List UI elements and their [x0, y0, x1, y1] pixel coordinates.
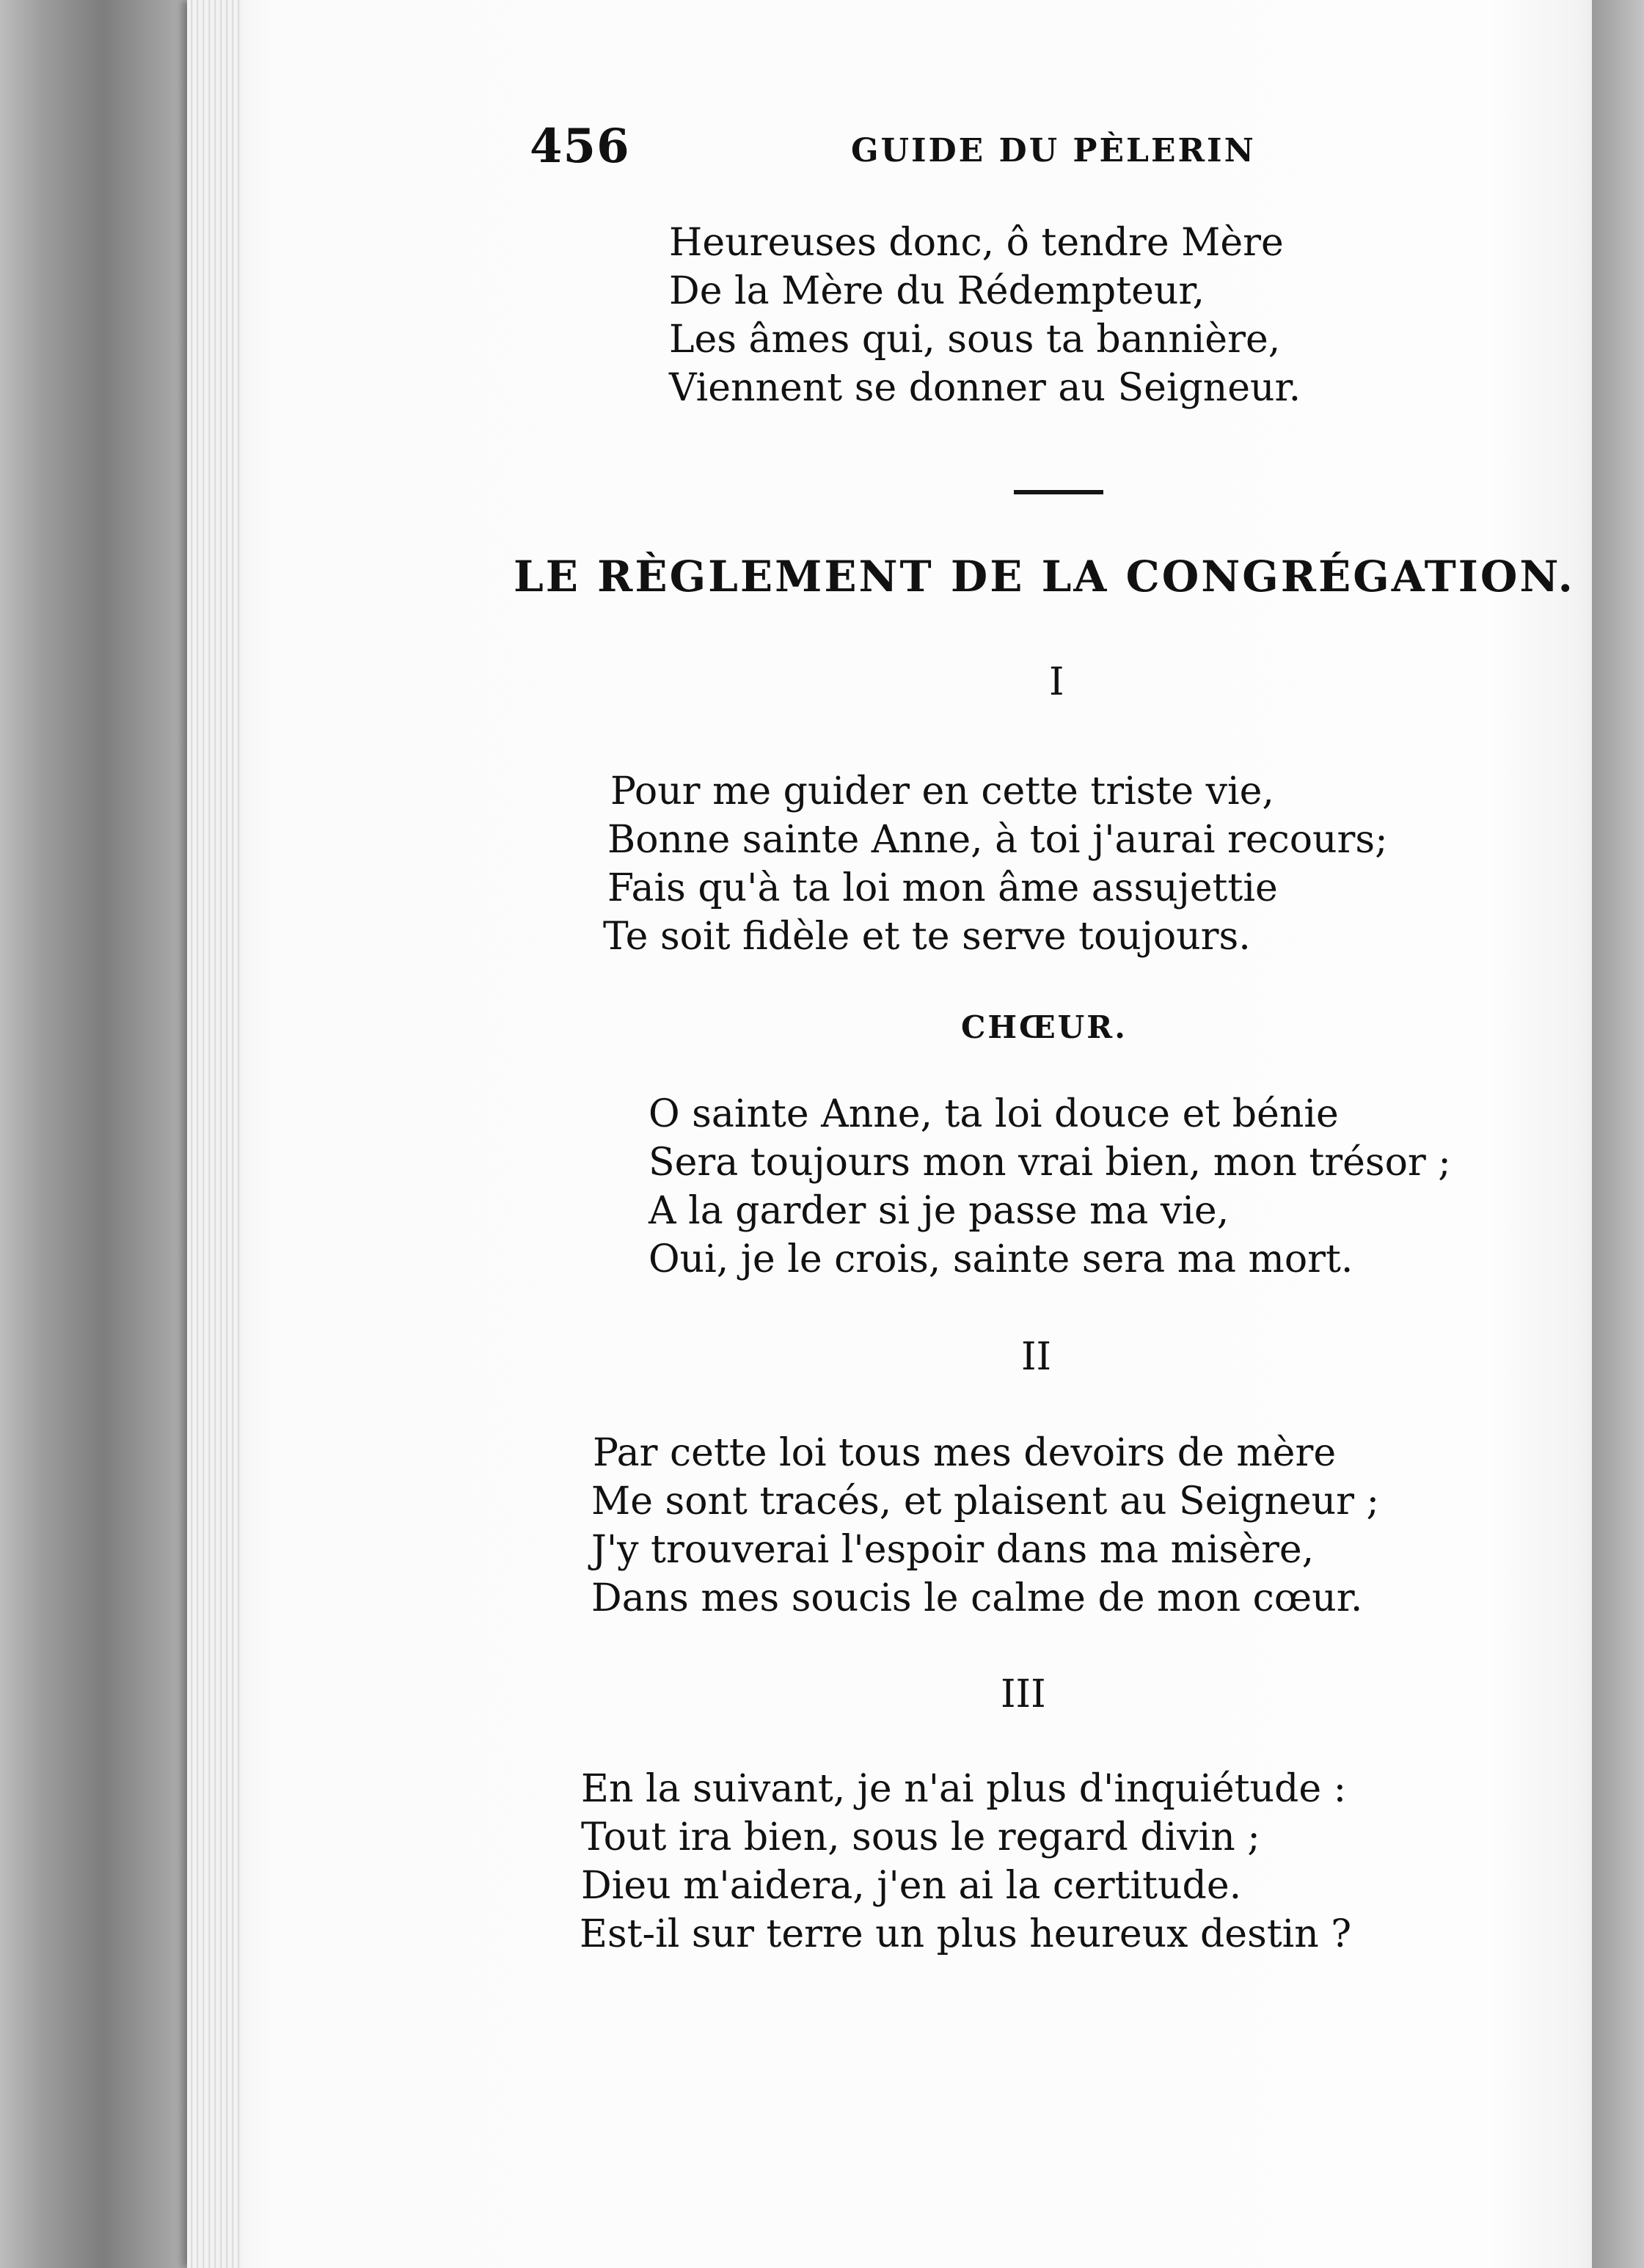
chorus-line: Oui, je le crois, sainte sera ma mort.	[649, 1237, 1353, 1281]
section-title: LE RÈGLEMENT DE LA CONGRÉGATION.	[514, 552, 1575, 601]
opening-line: Heureuses donc, ô tendre Mère	[669, 221, 1284, 265]
opening-line: Viennent se donner au Seigneur.	[669, 366, 1301, 410]
verse-line: J'y trouverai l'espoir dans ma misère,	[591, 1528, 1315, 1572]
chorus-line: O sainte Anne, ta loi douce et bénie	[649, 1092, 1339, 1136]
stanza-number: I	[1049, 660, 1064, 704]
verse-line: Pour me guider en cette triste vie,	[610, 769, 1274, 813]
verse-line: Te soit fidèle et te serve toujours.	[603, 915, 1251, 959]
verse-line: Fais qu'à ta loi mon âme assujettie	[607, 866, 1278, 910]
verse-line: Dans mes soucis le calme de mon cœur.	[591, 1576, 1363, 1620]
opening-line: Les âmes qui, sous ta bannière,	[669, 318, 1281, 362]
section-divider	[1014, 490, 1103, 494]
page-number: 456	[530, 119, 630, 174]
verse-line: Est-il sur terre un plus heureux destin ?	[580, 1912, 1352, 1956]
verse-line: Me sont tracés, et plaisent au Seigneur ;	[591, 1479, 1379, 1523]
stanza-number: III	[1001, 1672, 1046, 1716]
chorus-line: A la garder si je passe ma vie,	[649, 1189, 1230, 1233]
stanza-number: II	[1021, 1335, 1052, 1379]
verse-line: Par cette loi tous mes devoirs de mère	[593, 1431, 1337, 1475]
verse-line: Tout ira bien, sous le regard divin ;	[581, 1815, 1260, 1859]
verse-line: En la suivant, je n'ai plus d'inquiétude :	[581, 1767, 1347, 1811]
verse-line: Dieu m'aidera, j'en ai la certitude.	[581, 1864, 1242, 1908]
verse-line: Bonne sainte Anne, à toi j'aurai recours;	[607, 818, 1388, 862]
chorus-label: CHŒUR.	[961, 1009, 1128, 1045]
facing-page-edge	[1592, 0, 1644, 2268]
opening-line: De la Mère du Rédempteur,	[669, 269, 1205, 313]
chorus-line: Sera toujours mon vrai bien, mon trésor ;	[649, 1141, 1451, 1185]
running-title: GUIDE DU PÈLERIN	[851, 132, 1256, 169]
